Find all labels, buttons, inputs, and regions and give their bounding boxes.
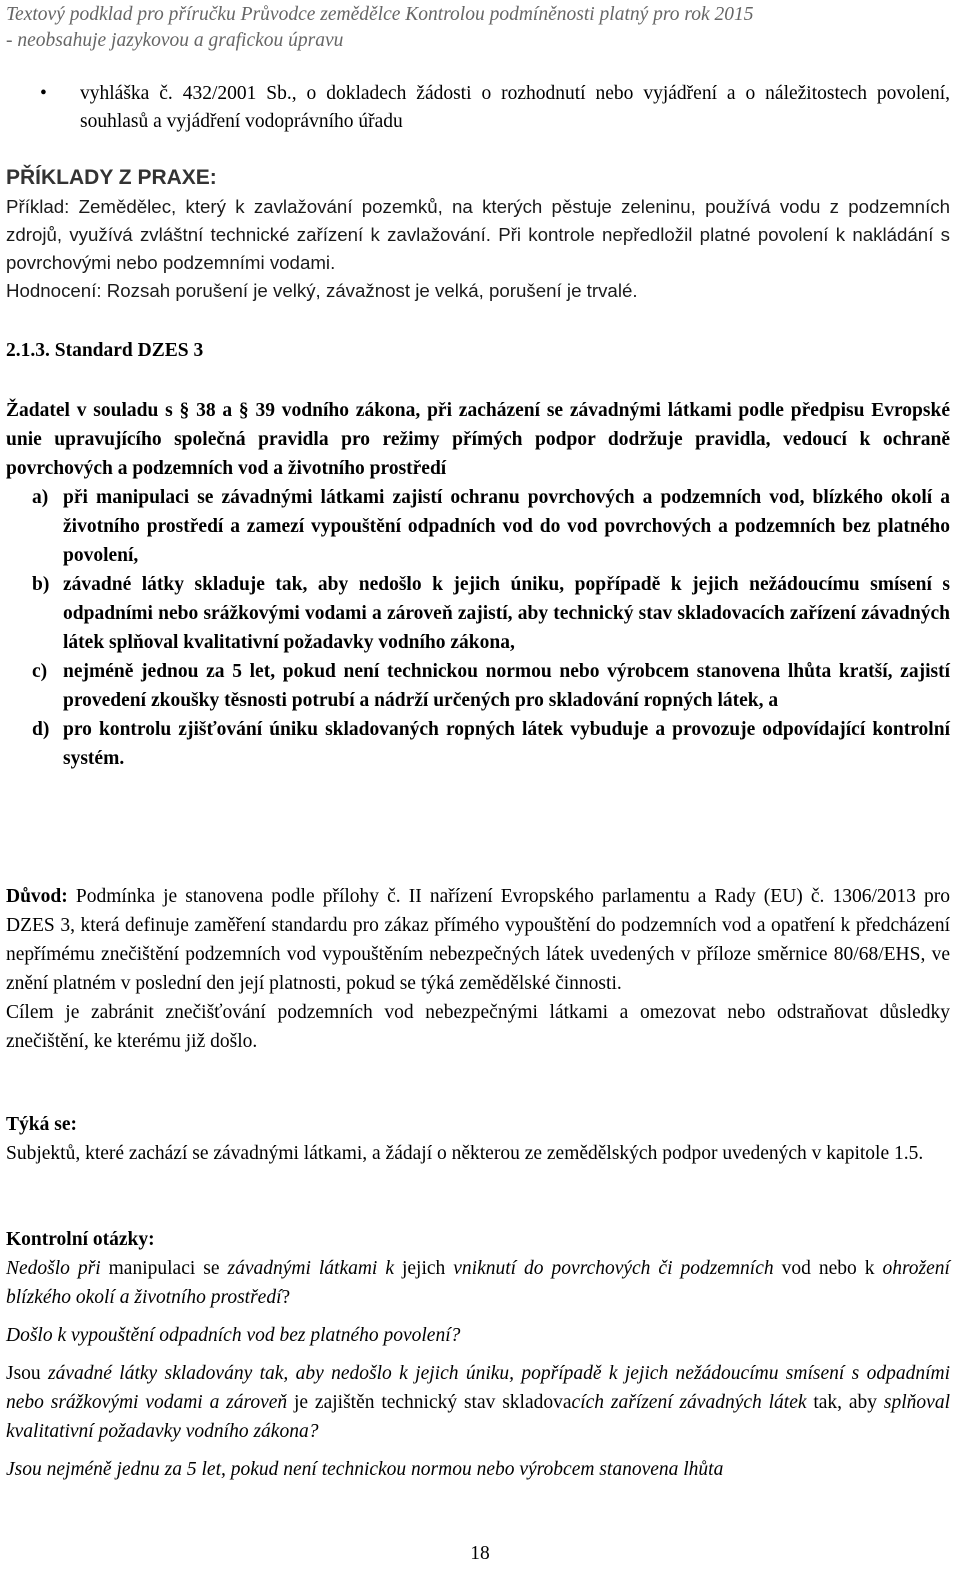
q1-part: ohrožení blízkého okolí a životního prostředí [6, 1258, 950, 1308]
standard-intro: Žadatel v souladu s § 38 a § 39 vodního zákona, při zacházení se závadnými látkami podle předpisu Evropské unie upravujícího společná pravidla pro režimy přímých podpor dodržuje pravidla, vedoucí k ochraně povrchových a podzemních vod a životního prostředí [6, 400, 950, 479]
control-question-1 [6, 1254, 950, 1312]
standard-items [6, 483, 950, 773]
control-question-2: Došlo k vypouštění odpadních vod bez platného povolení? [6, 1325, 461, 1346]
q1-part: Nedošlo při [6, 1258, 101, 1279]
item-text: nejméně jednou za 5 let, pokud není technickou normou nebo výrobcem stanovena lhůta kratší, zajistí provedení zkoušky těsnosti potrubí a nádrží určených pro skladování ropných látek, a [63, 661, 950, 711]
header-line-1: Textový podklad pro příručku Průvodce zemědělce Kontrolou podmíněnosti platný pro rok 2015 [6, 4, 754, 25]
q3-part: závadné látky skladovány tak, aby nedošlo k jejich úniku, popřípadě k jejich nežádoucímu smísení s odpadními nebo srážkovými vodami a zároveň [6, 1363, 950, 1413]
item-label: b) [32, 574, 50, 595]
q3-part: tak, aby [806, 1392, 884, 1413]
applies-label: Týká se: [6, 1114, 77, 1135]
practice-examples [6, 163, 950, 305]
q1-part: manipulaci se [100, 1258, 228, 1279]
q1-part: jejich [401, 1258, 454, 1279]
reason-label: Důvod: [6, 886, 68, 907]
page-number: 18 [470, 1543, 490, 1564]
bullet-icon: • [40, 83, 47, 104]
control-question-3 [6, 1359, 950, 1446]
applies-section [6, 1110, 950, 1168]
reason-paragraph [6, 882, 950, 998]
examples-title: PŘÍKLADY Z PRAXE: [6, 166, 217, 189]
q3-part: je zajištěn technický stav skladova [287, 1392, 572, 1413]
q3-part: Jsou [6, 1363, 49, 1384]
q1-part: vniknutí do povrchových či podzemních [453, 1258, 774, 1279]
standard-item [6, 483, 950, 570]
reason-text: Podmínka je stanovena podle přílohy č. II nařízení Evropského parlamentu a Rady (EU) č. 1306/2013 pro DZES 3, která definuje zaměření standardu pro zákaz přímého vypouštění do podzemních vod a opatření k předcházení nepřímému znečištění podzemních vod vypouštěním nebezpečných látek uvedených v příloze směrnice 80/68/EHS, ve znění platném v poslední den její platnosti, pokud se týká zemědělské činnosti. [6, 886, 951, 994]
standard-item [6, 657, 950, 715]
bullet-item [40, 80, 950, 136]
q1-part: ? [281, 1287, 291, 1308]
q3-part: splňoval kvalitativní požadavky vodního zákona? [6, 1392, 950, 1442]
item-label: c) [32, 661, 48, 682]
standard-body [6, 396, 950, 773]
item-text: při manipulaci se závadnými látkami zajistí ochranu povrchových a podzemních vod, blízkého okolí a životního prostředí a zamezí vypouštění odpadních vod do vod povrchových a podzemních bez platného povolení, [63, 487, 950, 566]
item-text: závadné látky skladuje tak, aby nedošlo k jejich úniku, popřípadě k jejich nežádoucímu smísení s odpadními nebo srážkovými vodami a zároveň zajistí, aby technický stav skladovacích zařízení závadných látek splňoval kvalitativní požadavky vodního zákona, [63, 574, 950, 653]
header-line-2: - neobsahuje jazykovou a grafickou úpravu [6, 30, 344, 51]
standard-item [6, 570, 950, 657]
example-text: Příklad: Zemědělec, který k zavlažování pozemků, na kterých pěstuje zeleninu, používá vodu z podzemních zdrojů, využívá zvláštní technické zařízení k zavlažování. Při kontrole nepředložil platné povolení k nakládání s povrchovými nebo podzemními vodami. [6, 196, 950, 273]
reason-section [6, 882, 950, 1056]
applies-text: Subjektů, které zachází se závadnými látkami, a žádají o některou ze zemědělských podpor uvedených v kapitole 1.5. [6, 1143, 924, 1164]
page-header [6, 2, 954, 54]
standard-item [6, 715, 950, 773]
item-text: pro kontrolu zjišťování úniku skladovaných ropných látek vybuduje a provozuje odpovídající kontrolní systém. [63, 719, 950, 769]
bullet-text: vyhláška č. 432/2001 Sb., o dokladech žádosti o rozhodnutí nebo vyjádření a o náležitostech povolení, souhlasů a vyjádření vodoprávního úřadu [80, 83, 950, 132]
section-heading: 2.1.3. Standard DZES 3 [6, 340, 204, 361]
item-label: d) [32, 719, 50, 740]
q3-part: cích zařízení závadných látek [571, 1392, 807, 1413]
control-questions [6, 1225, 950, 1493]
item-label: a) [32, 487, 49, 508]
control-question-4: Jsou nejméně jednu za 5 let, pokud není technickou normou nebo výrobcem stanovena lhůta [6, 1459, 724, 1480]
control-label: Kontrolní otázky: [6, 1229, 155, 1250]
q1-part: vod nebo k [773, 1258, 883, 1279]
q1-part: závadnými látkami k [227, 1258, 402, 1279]
reason-aim: Cílem je zabránit znečišťování podzemních vod nebezpečnými látkami a omezovat nebo odstraňovat důsledky znečištění, ke kterému již došlo. [6, 1002, 950, 1052]
example-evaluation: Hodnocení: Rozsah porušení je velký, závažnost je velká, porušení je trvalé. [6, 280, 638, 301]
